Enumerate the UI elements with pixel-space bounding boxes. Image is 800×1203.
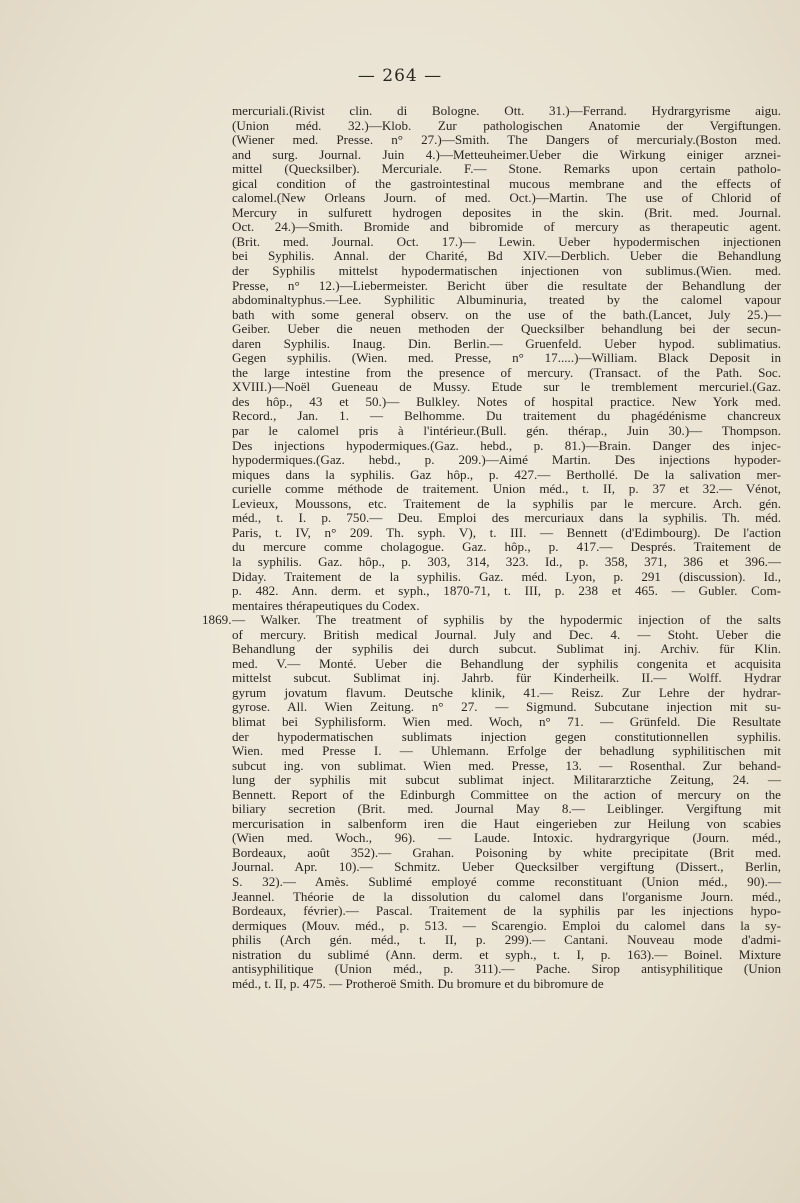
text-line: blimat bei Syphilisform. Wien med. Woch, n° 71. — Grünfeld. Die Resultate (232, 713, 781, 729)
text-line: mittel (Quecksilber). Mercuriale. F.— Stone. Remarks upon certain patholo- (232, 161, 781, 177)
text-line: dermiques (Mouv. méd., p. 513. — Scarengio. Emploi du calomel dans la sy- (232, 917, 781, 933)
text-line: Mercury in sulfurett hydrogen deposites in the skin. (Brit. med. Journal. (232, 204, 781, 220)
text-line: gyrose. All. Wien Zeitung. n° 27. — Sigmund. Subcutane injection mit su- (232, 699, 781, 715)
text-line: Bordeaux, août 352).— Grahan. Poisoning by white precipitate (Brit med. (232, 844, 781, 860)
text-line: XVIII.)—Noël Gueneau de Mussy. Etude sur le tremblement mercuriel.(Gaz. (232, 379, 781, 395)
text-line: mercuriali.(Rivist clin. di Bologne. Ott. 31.)—Ferrand. Hydrargyrisme aigu. (232, 103, 781, 118)
text-line: abdominaltyphus.—Lee. Syphilitic Albuminuria, treated by the calomel vapour (232, 292, 781, 308)
text-line: la syphilis. Gaz. hôp., p. 303, 314, 323. Id., p. 358, 371, 386 et 396.— (232, 553, 781, 569)
text-line: med. V.— Monté. Ueber die Behandlung der syphilis congenita et acquisita (232, 655, 781, 671)
text-line: of mercury. British medical Journal. July and Dec. 4. — Stoht. Ueber die (232, 626, 781, 642)
paragraph-1868 (232, 104, 781, 613)
text-line: bei Syphilis. Annal. der Charité, Bd XIV.—Derblich. Ueber die Behandlung (232, 248, 781, 264)
text-line: méd., t. I. p. 750.— Deu. Emploi des mercuriaux dans la syphilis. Th. méd. (232, 510, 781, 526)
text-line: (Brit. med. Journal. Oct. 17.)— Lewin. Ueber hypodermischen injectionen (232, 233, 781, 249)
text-line: des hôp., 43 et 50.)— Bulkley. Notes of hospital practice. New York med. (232, 393, 781, 409)
text-line: gical condition of the gastrointestinal mucous membrane and the effects of (232, 175, 781, 191)
text-line: calomel.(New Orleans Journ. of med. Oct.)—Martin. The use of Chlorid of (232, 190, 781, 206)
text-line: Paris, t. IV, n° 209. Th. syph. V), t. III. — Bennett (d'Edimbourg). De l'action (232, 524, 781, 540)
text-line: (Wiener med. Presse. n° 27.)—Smith. The Dangers of mercurialy.(Boston med. (232, 132, 781, 148)
text-line: (Wien med. Woch., 96). — Laude. Intoxic. hydrargyrique (Journ. méd., (232, 830, 781, 846)
text-line: antisyphilitique (Union méd., p. 311).— Pache. Sirop antisyphilitique (Union (232, 961, 781, 977)
paragraph-1869 (202, 612, 781, 991)
text-line: Gegen syphilis. (Wien. med. Presse, n° 17.....)—William. Black Deposit in (232, 350, 781, 366)
text-line: nistration du sublimé (Ann. derm. et syph., t. I, p. 163).— Boinel. Mixture (232, 946, 781, 962)
text-line: mercurisation in salbenform iren die Haut eingerieben zur Heilung von scabies (232, 815, 781, 831)
text-line: daren Syphilis. Inaug. Din. Berlin.— Gruenfeld. Ueber hypod. sublimatius. (232, 335, 781, 351)
text-line: subcut ing. von sublimat. Wien med. Presse, 13. — Rosenthal. Zur behand- (232, 757, 781, 773)
text-line: Journal. Apr. 10).— Schmitz. Ueber Quecksilber vergiftung (Dissert., Berlin, (232, 859, 781, 875)
text-line: — Walker. The treatment of syphilis by the hypodermic injection of the salts (232, 612, 781, 628)
text-line: gyrum jovatum flavum. Deutsche klinik, 41.— Reisz. Zur Lehre der hydrar- (232, 684, 781, 700)
text-line: (Union méd. 32.)—Klob. Zur pathologischen Anatomie der Vergiftungen. (232, 117, 781, 133)
text-line: miques dans la syphilis. Gaz hôp., p. 427.— Berthollé. De la salivation mer- (232, 466, 781, 482)
text-line: biliary secretion (Brit. med. Journal May 8.— Leiblinger. Vergiftung mit (232, 801, 781, 817)
body-text (202, 103, 781, 991)
text-line: Record., Jan. 1. — Belhomme. Du traitement du phagédénisme chancreux (232, 408, 781, 424)
year-label: 1869. (202, 612, 232, 628)
text-line: Wien. med Presse I. — Uhlemann. Erfolge der behadlung syphilitischen mit (232, 743, 781, 759)
text-line: p. 482. Ann. derm. et syph., 1870-71, t. III, p. 238 et 465. — Gubler. Com- (232, 583, 781, 599)
text-line: the large intestine from the presence of mercury. (Transact. of the Path. Soc. (232, 364, 781, 380)
text-line: Presse, n° 12.)—Liebermeister. Bericht über die resultate der Behandlung der (232, 277, 781, 293)
text-line: der hypodermatischen sublimats injection gegen constitutionnellen syphilis. (232, 728, 781, 744)
text-line: mittelst subcut. Sublimat inj. Jahrb. für Kinderheilk. II.— Wolff. Hydrar (232, 670, 781, 686)
text-line: par le calomel pris à l'intérieur.(Bull. gén. thérap., Juin 30.)— Thompson. (232, 423, 781, 439)
text-line: and surg. Journal. Juin 4.)—Metteuheimer.Ueber die Wirkung einiger arznei- (232, 146, 781, 162)
text-line: Bennett. Report of the Edinburgh Committee on the action of mercury on the (232, 786, 781, 802)
text-line: Geiber. Ueber die neuen methoden der Quecksilber behandlung bei der secun- (232, 321, 781, 337)
text-line: hypodermiques.(Gaz. hebd., p. 209.)—Aimé Martin. Des injections hypoder- (232, 452, 781, 468)
text-line: curielle comme méthode de traitement. Union méd., t. II, p. 37 et 32.— Vénot, (232, 481, 781, 497)
text-line: Behandlung der syphilis dei durch subcut. Sublimat inj. Archiv. für Klin. (232, 641, 781, 657)
page-number: — 264 — (357, 66, 443, 86)
text-line: lung der syphilis mit subcut sublimat inject. Militararztiche Zeitung, 24. — (232, 772, 781, 788)
text-line: Bordeaux, février).— Pascal. Traitement de la syphilis par les injections hypo- (232, 903, 781, 919)
text-line: Oct. 24.)—Smith. Bromide and bibromide of mercury as therapeutic agent. (232, 219, 781, 235)
text-line: mentaires thérapeutiques du Codex. (232, 597, 420, 613)
text-line: méd., t. II, p. 475. — Protheroë Smith. Du bromure et du bibromure de (232, 975, 604, 991)
text-line: bath with some general observ. on the use of the bath.(Lancet, July 25.)— (232, 306, 781, 322)
text-line: philis (Arch gén. méd., t. II, p. 299).— Cantani. Nouveau mode d'admi- (232, 932, 781, 948)
text-line: Des injections hypodermiques.(Gaz. hebd., p. 81.)—Brain. Danger des injec- (232, 437, 781, 453)
text-line: du mercure comme cholagogue. Gaz. hôp., p. 417.— Després. Traitement de (232, 539, 781, 555)
text-line: Levieux, Moussons, etc. Traitement de la syphilis par le mercure. Arch. gén. (232, 495, 781, 511)
text-line: Jeannel. Théorie de la dissolution du calomel dans l'organisme Journ. méd., (232, 888, 781, 904)
text-line: Diday. Traitement de la syphilis. Gaz. méd. Lyon, p. 291 (discussion). Id., (232, 568, 781, 584)
text-line: der Syphilis mittelst hypodermatischen injectionen von sublimus.(Wien. med. (232, 263, 781, 279)
text-line: S. 32).— Amès. Sublimé employé comme reconstituant (Union méd., 90).— (232, 873, 781, 889)
